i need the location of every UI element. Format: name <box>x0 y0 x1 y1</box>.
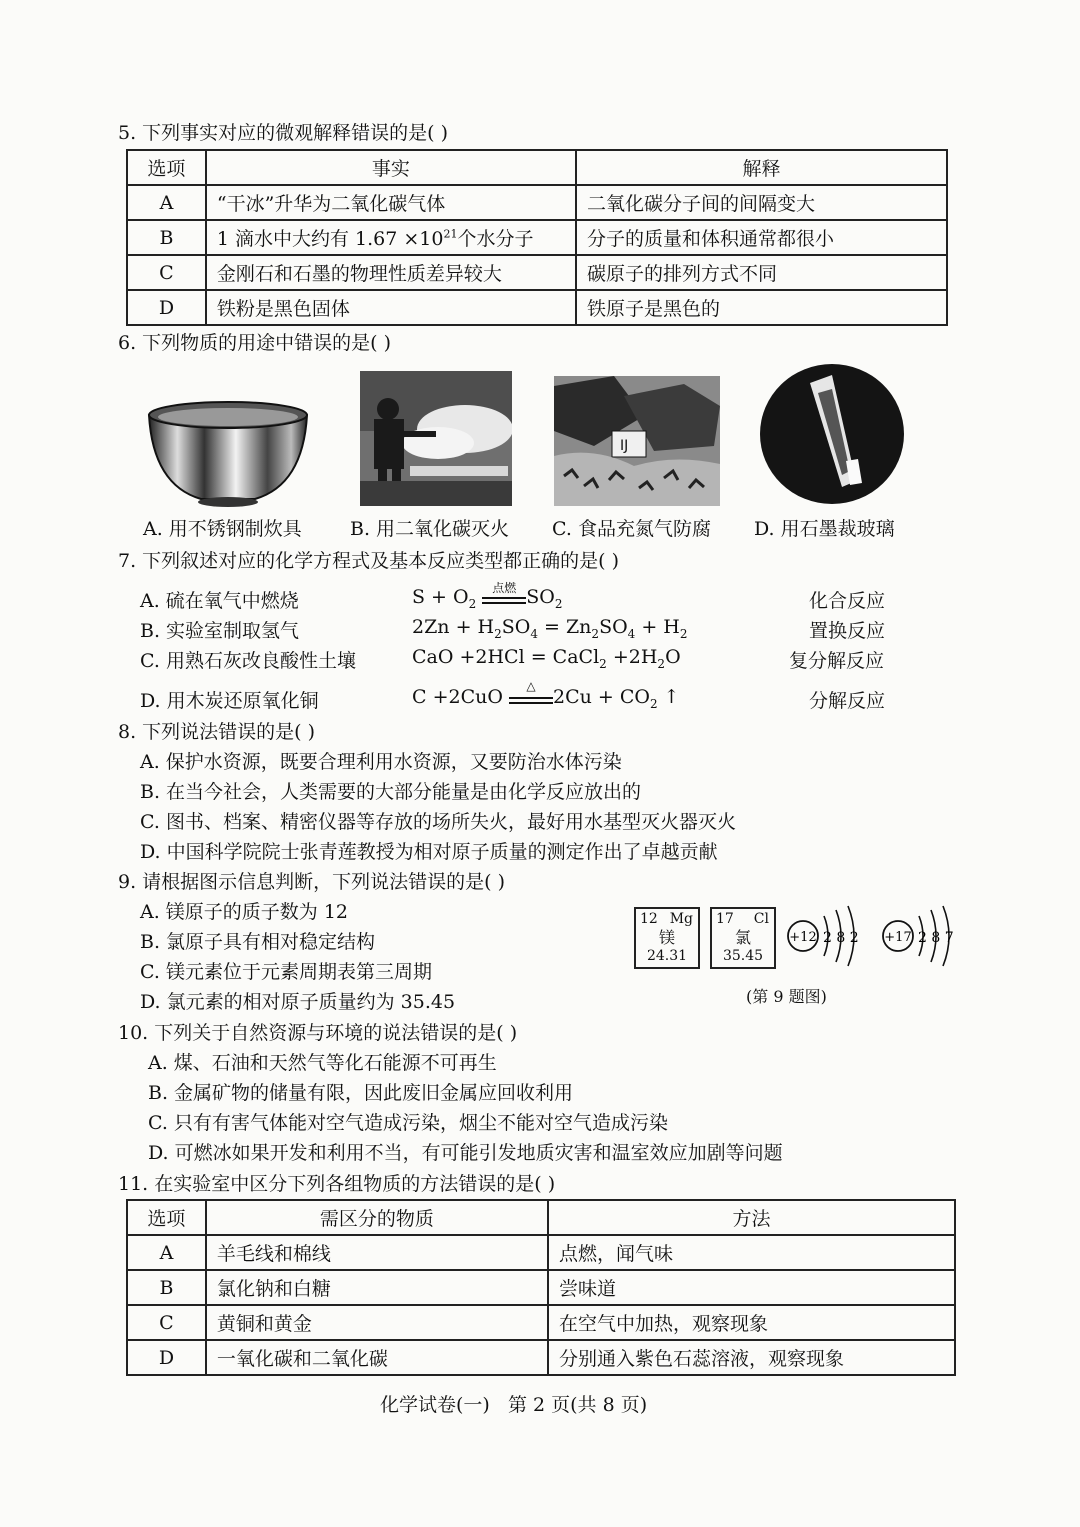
q11-table <box>126 1199 956 1376</box>
row-substances: 黄铜和黄金 <box>206 1305 548 1340</box>
nucleus-charge: +17 <box>884 930 912 945</box>
row-option: D <box>127 1340 206 1375</box>
table-row <box>127 1305 955 1340</box>
fact-text: 1 滴水中大约有 1.67 ×10 <box>216 228 444 250</box>
row-option: B <box>127 220 206 255</box>
row-explanation: 二氧化碳分子间的间隔变大 <box>576 185 947 220</box>
q7-type-a: 化合反应 <box>809 590 886 612</box>
steel-bowl-image <box>143 395 313 510</box>
q7-option-b: B. 实验室制取氢气 <box>140 620 300 642</box>
extinguisher-image <box>360 371 512 506</box>
header-method: 方法 <box>548 1200 955 1235</box>
table-row <box>127 1270 955 1305</box>
q6-option-a: A. 用不锈钢制炊具 <box>143 518 302 540</box>
header-option: 选项 <box>127 150 206 185</box>
q10-option-d: D. 可燃冰如果开发和利用不当，有可能引发地质灾害和温室效应加剧等问题 <box>148 1142 783 1164</box>
element-name: 镁 <box>658 928 675 947</box>
q10-option-a: A. 煤、石油和天然气等化石能源不可再生 <box>148 1052 497 1074</box>
graphite-glass-image <box>758 363 906 505</box>
q6-option-b: B. 用二氧化碳灭火 <box>350 518 510 540</box>
nitrogen-food-image <box>554 376 720 506</box>
row-explanation: 碳原子的排列方式不同 <box>576 255 947 290</box>
q9-option-c: C. 镁元素位于元素周期表第三周期 <box>140 961 432 983</box>
q8-option-a: A. 保护水资源，既要合理利用水资源，又要防治水体污染 <box>140 751 622 773</box>
table-header-row <box>127 150 947 185</box>
table-row <box>127 255 947 290</box>
q8-option-b: B. 在当今社会，人类需要的大部分能量是由化学反应放出的 <box>140 781 642 803</box>
equation-d: C +2CuO △ $2Cu + CO_2$ ↑ <box>412 678 680 711</box>
q9-figure-caption: (第 9 题图) <box>746 987 827 1006</box>
row-method: 点燃，闻气味 <box>548 1235 955 1270</box>
element-card-cl <box>710 907 776 969</box>
row-option: A <box>127 1235 206 1270</box>
element-card-mg <box>634 907 700 969</box>
row-method: 在空气中加热，观察现象 <box>548 1305 955 1340</box>
q7-type-b: 置换反应 <box>809 620 886 642</box>
electron-shells: 2 8 2 <box>823 930 859 946</box>
equation-b: $2Zn + H_2SO_4 = Zn_2SO_4 + H_2$ <box>412 616 688 641</box>
table-header-row <box>127 1200 955 1235</box>
row-option: C <box>127 255 206 290</box>
table-row <box>127 1340 955 1375</box>
mg-atom-diagram <box>786 903 866 969</box>
reaction-condition: △ <box>509 693 553 704</box>
q5-table <box>126 149 948 326</box>
row-option: C <box>127 1305 206 1340</box>
row-substances: 氯化钠和白糖 <box>206 1270 548 1305</box>
q10-option-b: B. 金属矿物的储量有限，因此废旧金属应回收利用 <box>148 1082 574 1104</box>
header-fact: 事实 <box>206 150 576 185</box>
row-fact: 铁粉是黑色固体 <box>206 290 576 325</box>
row-option: A <box>127 185 206 220</box>
fact-text-end: 个水分子 <box>457 228 534 250</box>
row-fact: “干冰”升华为二氧化碳气体 <box>206 185 576 220</box>
q9-option-a: A. 镁原子的质子数为 12 <box>140 901 349 923</box>
row-option: B <box>127 1270 206 1305</box>
row-method: 分别通入紫色石蕊溶液，观察现象 <box>548 1340 955 1375</box>
exponent: 21 <box>443 227 458 241</box>
q10-option-c: C. 只有有害气体能对空气造成污染，烟尘不能对空气造成污染 <box>148 1112 668 1134</box>
row-explanation: 分子的质量和体积通常都很小 <box>576 220 947 255</box>
equation-a: $S + O_2$ 点燃 $SO_2$ <box>412 580 563 611</box>
page-footer: 化学试卷(一) 第 2 页(共 8 页) <box>380 1394 648 1416</box>
table-row <box>127 220 947 255</box>
q7-type-c: 复分解反应 <box>789 650 885 672</box>
q7-type-d: 分解反应 <box>809 690 886 712</box>
q6-option-d: D. 用石墨裁玻璃 <box>754 518 895 540</box>
cl-atom-diagram <box>881 903 961 969</box>
header-substances: 需区分的物质 <box>206 1200 548 1235</box>
q10-stem: 10. 下列关于自然资源与环境的说法错误的是( ) <box>118 1022 518 1044</box>
atomic-mass: 24.31 <box>646 948 688 964</box>
row-fact <box>206 220 576 255</box>
row-method: 尝味道 <box>548 1270 955 1305</box>
q9-stem: 9. 请根据图示信息判断，下列说法错误的是( ) <box>118 871 506 893</box>
row-option: D <box>127 290 206 325</box>
q11-stem: 11. 在实验室中区分下列各组物质的方法错误的是( ) <box>118 1173 556 1195</box>
q6-option-c: C. 食品充氮气防腐 <box>552 518 711 540</box>
q8-option-d: D. 中国科学院院士张青莲教授为相对原子质量的测定作出了卓越贡献 <box>140 841 718 863</box>
svg-text:IJ: IJ <box>620 438 629 454</box>
q8-stem: 8. 下列说法错误的是( ) <box>118 721 316 743</box>
element-name: 氯 <box>734 928 751 947</box>
atomic-number: 17 <box>716 911 734 927</box>
table-row <box>127 290 947 325</box>
row-substances: 羊毛线和棉线 <box>206 1235 548 1270</box>
q7-stem: 7. 下列叙述对应的化学方程式及基本反应类型都正确的是( ) <box>118 550 620 572</box>
header-option: 选项 <box>127 1200 206 1235</box>
atomic-number: 12 <box>640 911 658 927</box>
electron-shells: 2 8 7 <box>918 930 954 946</box>
row-explanation: 铁原子是黑色的 <box>576 290 947 325</box>
reaction-condition: 点燃 <box>482 593 526 604</box>
table-row <box>127 1235 955 1270</box>
q8-option-c: C. 图书、档案、精密仪器等存放的场所失火，最好用水基型灭火器灭火 <box>140 811 736 833</box>
row-substances: 一氧化碳和二氧化碳 <box>206 1340 548 1375</box>
q9-option-b: B. 氯原子具有相对稳定结构 <box>140 931 376 953</box>
q5-stem: 5. 下列事实对应的微观解释错误的是( ) <box>118 122 449 144</box>
row-fact: 金刚石和石墨的物理性质差异较大 <box>206 255 576 290</box>
q9-option-d: D. 氯元素的相对原子质量约为 35.45 <box>140 991 456 1013</box>
nucleus-charge: +12 <box>789 930 817 945</box>
header-explanation: 解释 <box>576 150 947 185</box>
element-symbol: Cl <box>753 911 769 927</box>
table-row <box>127 185 947 220</box>
equation-c: CaO +2HCl = CaCl$_2$ $+2H_2O$ <box>412 646 681 671</box>
element-symbol: Mg <box>669 911 693 927</box>
q6-stem: 6. 下列物质的用途中错误的是( ) <box>118 332 392 354</box>
q7-option-d: D. 用木炭还原氧化铜 <box>140 690 319 712</box>
q7-option-c: C. 用熟石灰改良酸性土壤 <box>140 650 356 672</box>
q7-option-a: A. 硫在氧气中燃烧 <box>140 590 299 612</box>
atomic-mass: 35.45 <box>722 948 764 964</box>
